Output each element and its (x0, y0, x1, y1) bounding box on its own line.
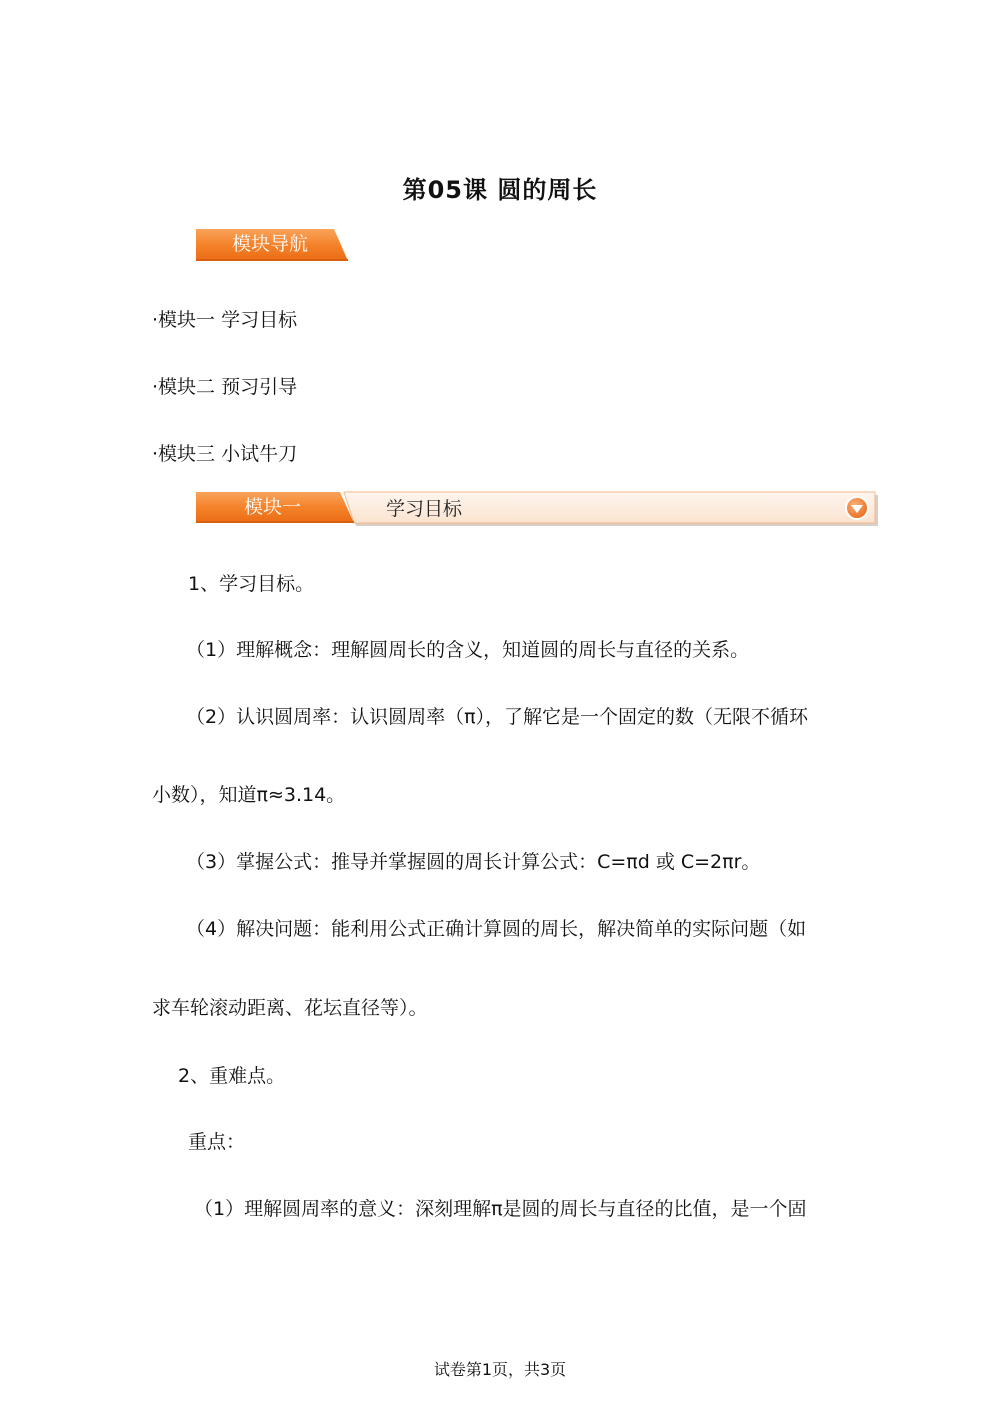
chevron-down-icon[interactable] (846, 497, 868, 519)
nav-banner-label: 模块导航 (232, 233, 309, 255)
goal-item-4-line1: （4）解决问题：能利用公式正确计算圆的周长，解决简单的实际问题（如 (186, 918, 807, 940)
section-heading-goals: 1、学习目标。 (188, 573, 315, 595)
goal-item-4-line2: 求车轮滚动距离、花坛直径等）。 (152, 997, 428, 1019)
nav-item-module-2: ·模块二 预习引导 (152, 376, 298, 398)
goal-item-3: （3）掌握公式：推导并掌握圆的周长计算公式：C=πd 或 C=2πr。 (186, 851, 761, 873)
module-banner-label: 学习目标 (386, 498, 463, 520)
nav-item-module-1: ·模块一 学习目标 (152, 309, 298, 331)
module-1-banner (196, 491, 880, 527)
section-heading-key-points: 2、重难点。 (178, 1065, 286, 1087)
page-footer: 试卷第1页，共3页 (433, 1360, 567, 1379)
page-title: 第05课 圆的周长 (402, 176, 598, 204)
goal-item-1: （1）理解概念：理解圆周长的含义，知道圆的周长与直径的关系。 (186, 639, 750, 661)
module-nav-banner (196, 229, 348, 261)
key-point-1: （1）理解圆周率的意义：深刻理解π是圆的周长与直径的比值，是一个固 (194, 1198, 807, 1220)
goal-item-2-line1: （2）认识圆周率：认识圆周率（π），了解它是一个固定的数（无限不循环 (186, 706, 809, 728)
key-points-label: 重点： (188, 1131, 246, 1153)
nav-item-module-3: ·模块三 小试牛刀 (152, 443, 298, 465)
module-banner-tag: 模块一 (244, 496, 302, 518)
goal-item-2-line2: 小数），知道π≈3.14。 (152, 784, 346, 806)
